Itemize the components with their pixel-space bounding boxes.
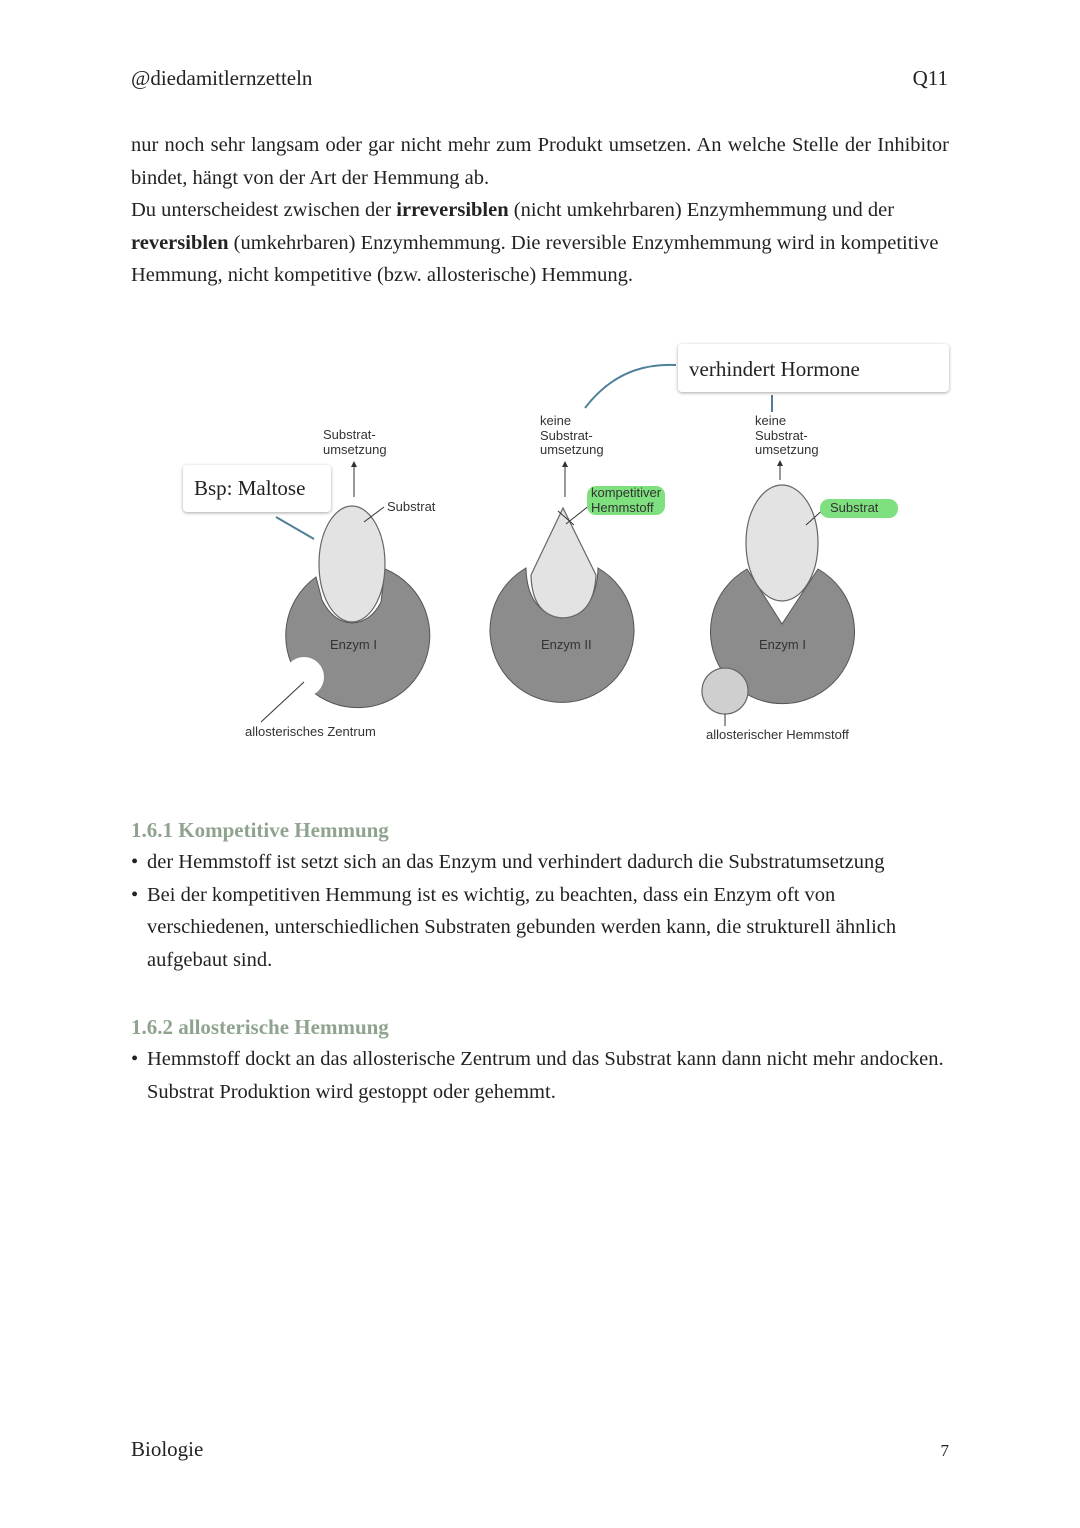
diagram-drawing	[0, 340, 1080, 780]
list-item: • der Hemmstoff ist setzt sich an das Enzym und verhindert dadurch die Substratumsetzung	[131, 846, 961, 879]
panel-2-top-label: keine Substrat- umsetzung	[540, 413, 604, 457]
text-run: (umkehrbaren) Enzymhemmung. Die reversible Enzymhemmung wird in kompetitive Hemmung, nicht kompetitive (bzw. allosterische) Hemmung.	[131, 231, 939, 286]
list-item: • Bei der kompetitiven Hemmung ist es wichtig, zu beachten, dass ein Enzym oft von verschiedenen, unterschiedlichen Substraten gebunden werden kann, die strukturell ähnlich aufgebaut sind.	[131, 879, 961, 977]
callout-maltose: Bsp: Maltose	[183, 465, 331, 512]
list-item: • Hemmstoff dockt an das allosterische Zentrum und das Substrat kann dann nicht mehr andocken. Substrat Produktion wird gestoppt oder gehemmt.	[131, 1043, 961, 1108]
header-handle: @diedamitlernzetteln	[131, 66, 313, 90]
panel-1-substrate-label: Substrat	[387, 499, 436, 514]
arrow-head	[777, 460, 783, 466]
callout-hormone: verhindert Hormone	[678, 344, 949, 392]
allosteric-pointer	[261, 682, 304, 722]
panel-2-enzyme-label: Enzym II	[541, 637, 592, 652]
callout-maltose-connector	[276, 517, 314, 539]
section-2-title: 1.6.2 allosterische Hemmung	[131, 1015, 389, 1039]
panel-3-enzyme-label: Enzym I	[759, 637, 806, 652]
panel-3-allosteric-inhibitor-label: allosterischer Hemmstoff	[706, 727, 849, 742]
panel-1-allosteric-center-label: allosterisches Zentrum	[245, 724, 376, 739]
section-2-bullets	[131, 1043, 961, 1108]
footer-subject: Biologie	[131, 1437, 204, 1461]
section-competitive-inhibition	[131, 818, 961, 976]
header-course: Q11	[912, 66, 948, 90]
bold-term-irreversible: irreversiblen	[396, 199, 509, 221]
panel-3-top-label: keine Substrat- umsetzung	[755, 413, 819, 457]
text-run: (nicht umkehrbaren) Enzymhemmung und der	[508, 199, 895, 221]
page-number: 7	[940, 1441, 949, 1460]
arrow-head	[351, 461, 357, 467]
section-allosteric-inhibition	[131, 1015, 961, 1108]
substrate-3-shape	[746, 485, 818, 601]
allosteric-site-notch	[284, 657, 324, 697]
substrate-1-shape	[319, 506, 385, 622]
intro-paragraph-2	[131, 194, 949, 292]
inhibitor-2-shape	[531, 508, 596, 618]
enzyme-inhibition-diagram	[0, 340, 1080, 780]
intro-paragraph-1: nur noch sehr langsam oder gar nicht mehr zum Produkt umsetzen. An welche Stelle der Inhibitor bindet, hängt von der Art der Hemmung ab.	[131, 134, 949, 189]
arrow-head	[562, 461, 568, 467]
section-1-title: 1.6.1 Kompetitive Hemmung	[131, 818, 389, 842]
allosteric-inhibitor-shape	[702, 668, 748, 714]
callout-hormone-connector	[585, 365, 676, 408]
panel-1-enzyme-label: Enzym I	[330, 637, 377, 652]
panel-2-inhibitor-label: kompetitiver Hemmstoff	[587, 486, 665, 515]
text-run: Du unterscheidest zwischen der	[131, 199, 397, 221]
bold-term-reversible: reversiblen	[131, 231, 229, 254]
intro-text	[131, 129, 949, 292]
section-1-bullets	[131, 846, 961, 976]
panel-3-substrate-label: Substrat	[820, 499, 898, 518]
panel-1-top-label: Substrat- umsetzung	[323, 427, 387, 457]
